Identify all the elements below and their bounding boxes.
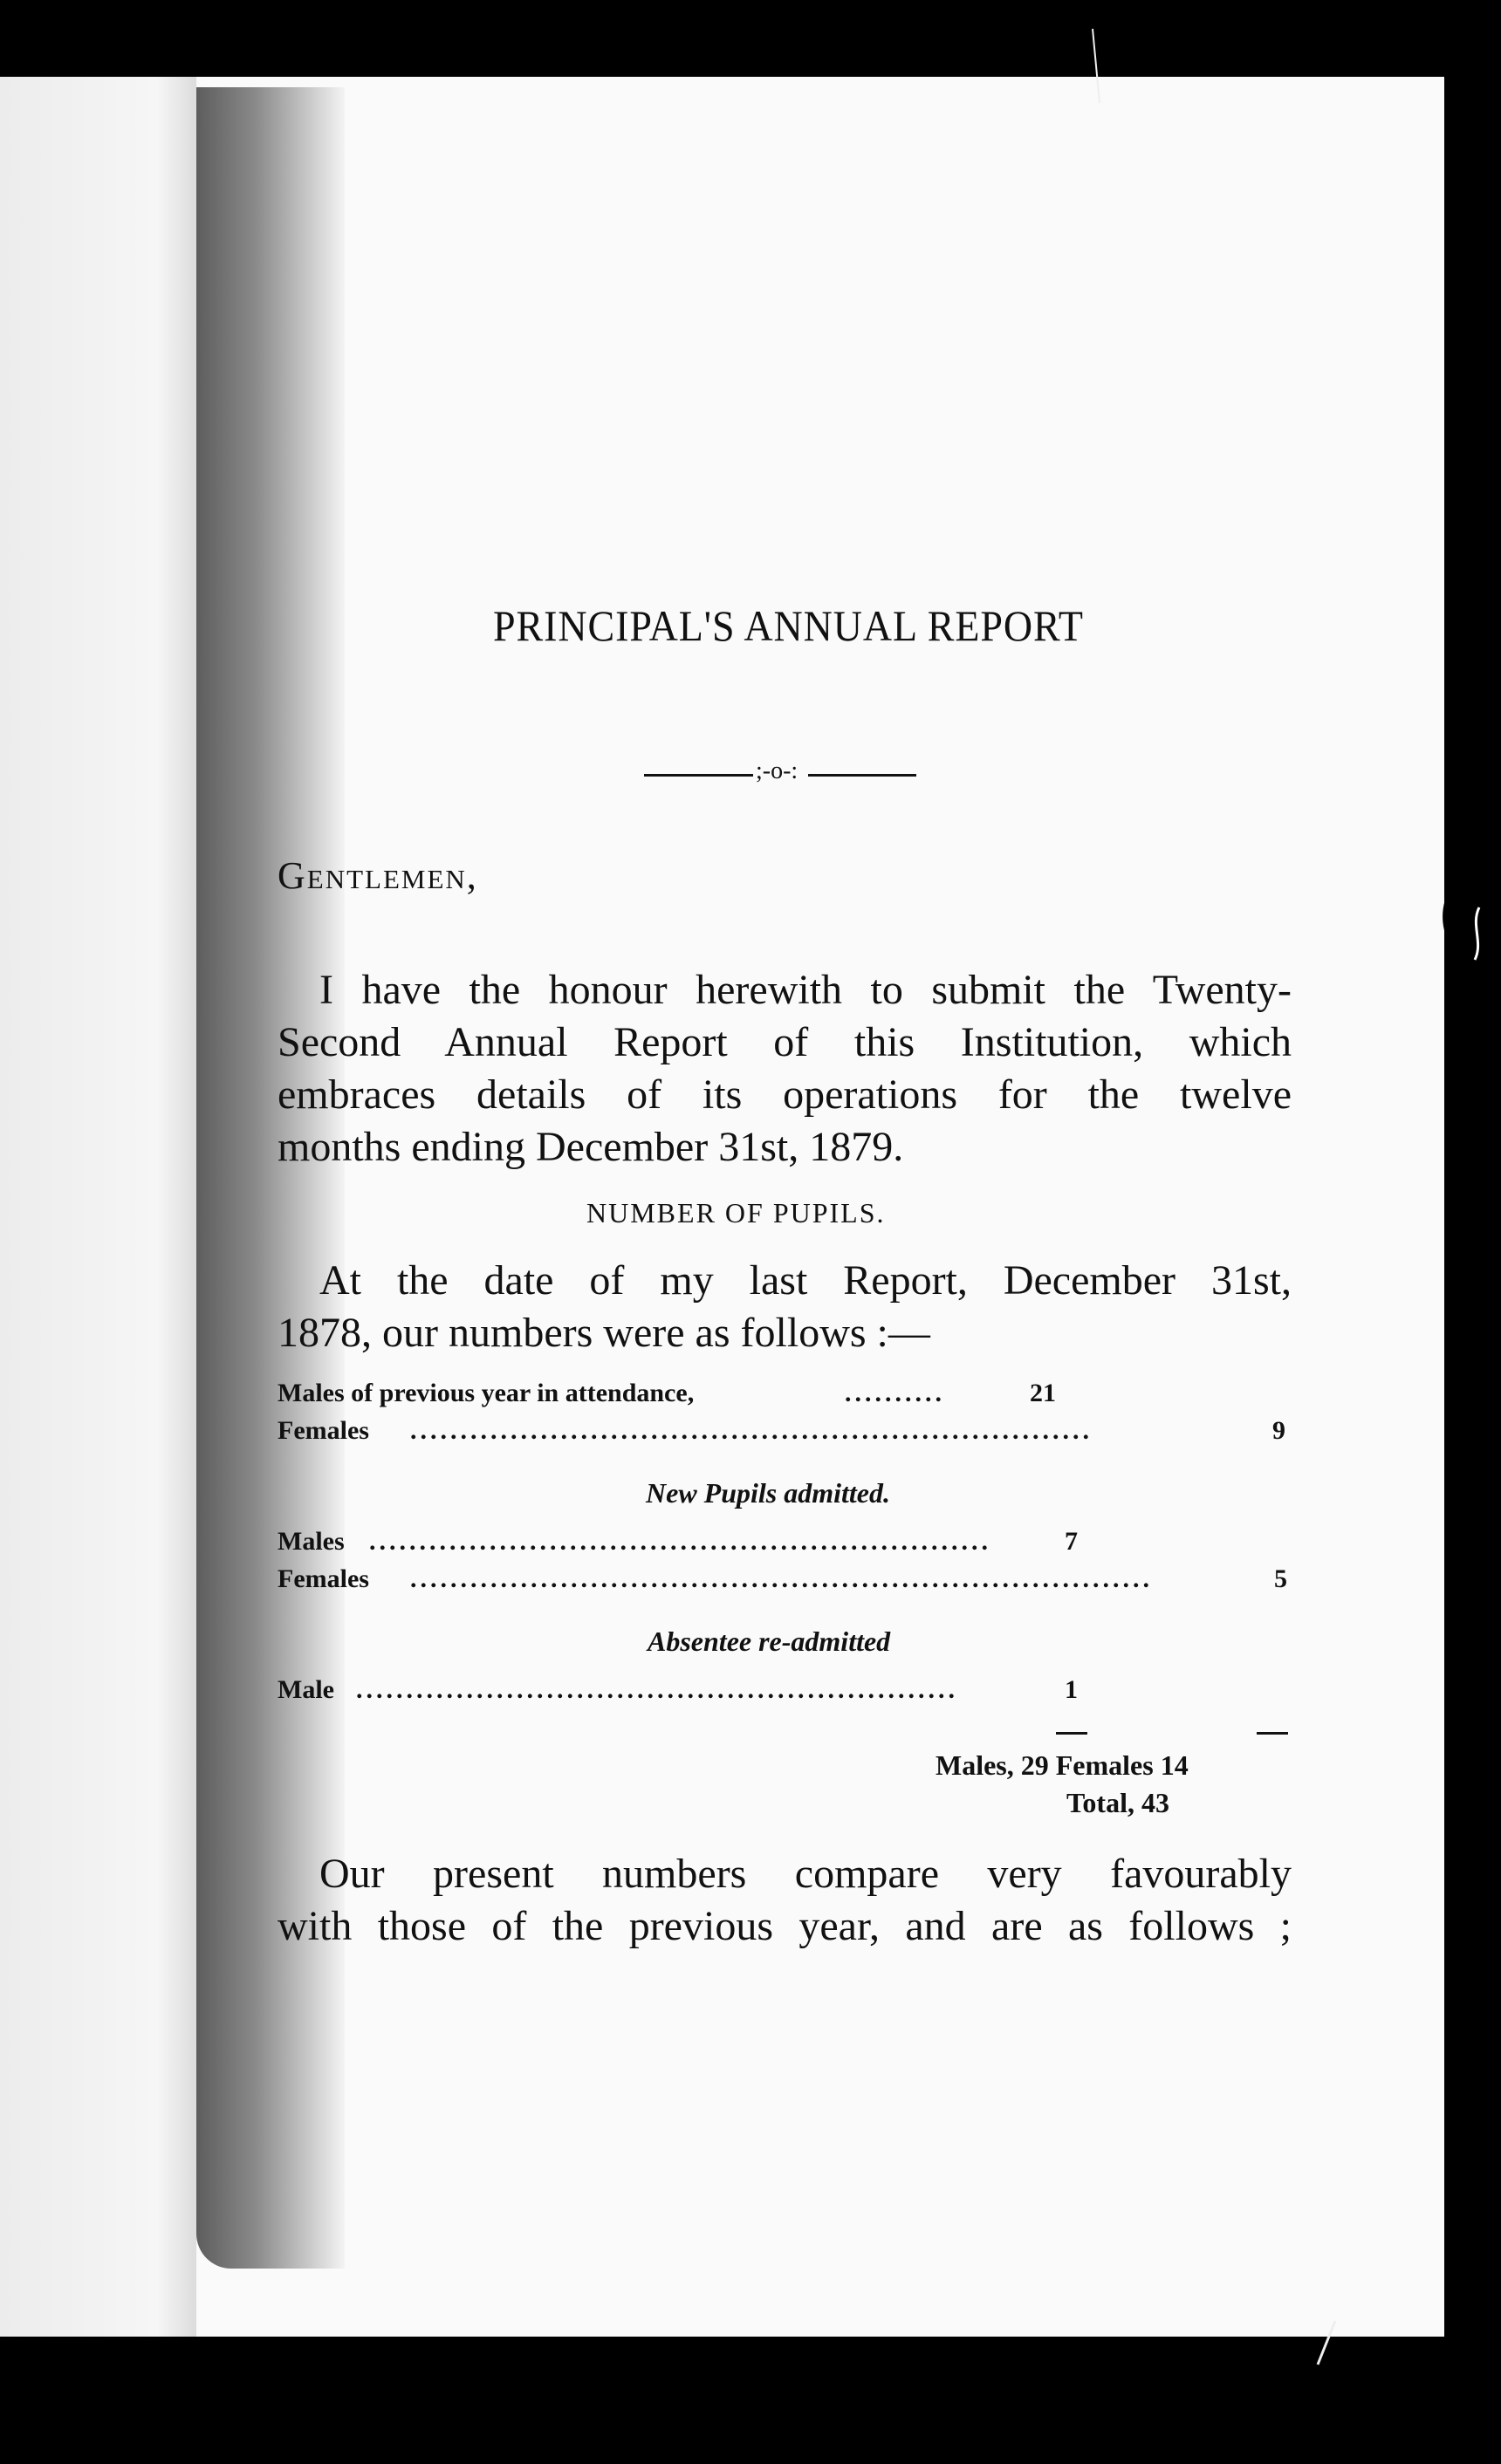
closing-paragraph — [278, 1848, 1292, 1953]
ornament-rule-right — [808, 774, 916, 777]
paragraph-line: months ending December 31st, 1879. — [278, 1124, 904, 1170]
row-label: Females — [278, 1416, 369, 1445]
leader-dots: ............................................................ — [356, 1675, 958, 1704]
new-pupils-heading: New Pupils admitted. — [646, 1477, 890, 1509]
row-value: 21 — [1030, 1379, 1056, 1407]
row-value: 9 — [1272, 1416, 1285, 1445]
paragraph-line: At the date of my last Report, December 31st, — [319, 1257, 1292, 1304]
paragraph-line: Our present numbers compare very favourably — [319, 1851, 1292, 1897]
totals-line: Males, 29 Females 14 — [936, 1749, 1189, 1781]
row-previous-males — [278, 1379, 1292, 1413]
row-previous-females — [278, 1416, 1292, 1451]
sum-rule — [1257, 1732, 1288, 1735]
leader-dots: .......... — [845, 1379, 945, 1407]
page-title: PRINCIPAL'S ANNUAL REPORT — [493, 601, 1084, 650]
section-heading: NUMBER OF PUPILS. — [586, 1197, 886, 1229]
row-readmitted-male — [278, 1675, 1292, 1710]
ornament-rule-left — [644, 774, 753, 777]
row-label: Males — [278, 1527, 345, 1556]
title-ornament — [644, 757, 916, 784]
leader-dots: .................................................................... — [410, 1416, 1093, 1445]
row-label: Males of previous year in attendance, — [278, 1379, 695, 1407]
grand-total: Total, 43 — [1066, 1787, 1169, 1818]
paragraph-line: 1878, our numbers were as follows :— — [278, 1310, 930, 1356]
numbers-paragraph — [278, 1255, 1292, 1359]
row-value: 1 — [1065, 1675, 1078, 1704]
paragraph-line: I have the honour herewith to submit the Twenty- — [319, 967, 1292, 1013]
intro-paragraph — [278, 964, 1292, 1174]
paragraph-line: embraces details of its operations for the twelve — [278, 1071, 1292, 1118]
row-label: Females — [278, 1564, 369, 1593]
row-label: Male — [278, 1675, 334, 1704]
scan-scratch — [1309, 2303, 1353, 2373]
scan-scratch — [1082, 24, 1108, 112]
scan-blot — [1409, 864, 1501, 1056]
paragraph-line: with those of the previous year, and are as follows ; — [278, 1903, 1292, 1949]
left-page-edge — [0, 77, 196, 2337]
row-value: 7 — [1065, 1527, 1078, 1556]
readmitted-heading: Absentee re-admitted — [648, 1626, 891, 1657]
sum-rule — [1056, 1732, 1087, 1735]
row-new-females — [278, 1564, 1292, 1599]
leader-dots: .......................................................................... — [410, 1564, 1153, 1593]
leader-dots: .............................................................. — [369, 1527, 991, 1556]
row-value: 5 — [1274, 1564, 1287, 1593]
salutation: Gentlemen, — [278, 854, 478, 897]
row-new-males — [278, 1527, 1292, 1562]
ornament-center: ;-o-: — [756, 757, 798, 784]
paragraph-line: Second Annual Report of this Institution, which — [278, 1019, 1292, 1065]
